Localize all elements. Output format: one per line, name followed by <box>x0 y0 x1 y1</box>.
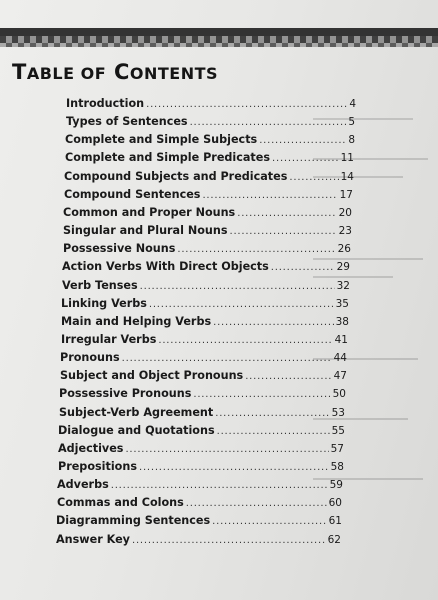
toc-entry-title: Action Verbs With Direct Objects <box>62 260 269 273</box>
toc-entry-title: Adverbs <box>57 478 109 491</box>
toc-entry-title: Possessive Nouns <box>63 242 176 255</box>
toc-entry-title: Introduction <box>66 97 145 110</box>
toc-entry-title: Complete and Simple Subjects <box>65 133 258 146</box>
toc-entry <box>57 496 342 516</box>
toc-entry-title: Common and Proper Nouns <box>63 206 236 219</box>
header-bar <box>0 28 438 36</box>
toc-dot-leader <box>272 153 339 164</box>
toc-entry <box>66 97 356 117</box>
toc-entry-page-number: 62 <box>327 534 341 546</box>
toc-entry <box>58 460 344 480</box>
toc-entry-title: Prepositions <box>58 460 137 473</box>
toc-entry-title: Commas and Colons <box>57 496 184 509</box>
toc-entry-page-number: 11 <box>340 152 354 164</box>
toc-entry-page-number: 20 <box>338 207 352 219</box>
toc-entry-title: Possessive Pronouns <box>59 387 192 400</box>
toc-entry-page-number: 61 <box>328 515 342 527</box>
toc-dot-leader <box>140 281 335 292</box>
toc-entry-title: Diagramming Sentences <box>56 514 211 527</box>
toc-dot-leader <box>125 444 328 455</box>
toc-entry-title: Compound Subjects and Predicates <box>64 170 288 183</box>
toc-entry <box>63 242 351 262</box>
toc-entry-page-number: 29 <box>336 261 350 273</box>
toc-dot-leader <box>149 299 334 310</box>
toc-entry-page-number: 38 <box>335 316 349 328</box>
toc-entry-page-number: 60 <box>328 497 342 509</box>
toc-entry <box>59 406 345 426</box>
toc-entry-page-number: 41 <box>334 334 348 346</box>
toc-entry-page-number: 23 <box>338 225 352 237</box>
toc-dot-leader <box>229 226 336 237</box>
toc-dot-leader <box>146 99 347 110</box>
toc-entry <box>65 151 354 171</box>
toc-entry-page-number: 32 <box>336 280 350 292</box>
toc-dot-leader <box>177 244 335 255</box>
toc-entry <box>58 442 344 462</box>
toc-entry <box>62 279 350 299</box>
toc-entry <box>56 533 341 553</box>
toc-entry-title: Adjectives <box>58 442 124 455</box>
toc-entry <box>64 170 354 190</box>
toc-dot-leader <box>217 426 330 437</box>
toc-dot-leader <box>132 535 326 546</box>
toc-entry <box>63 224 352 244</box>
toc-dot-leader <box>215 408 329 419</box>
toc-entry-title: Pronouns <box>60 351 120 364</box>
toc-entry-title: Dialogue and Quotations <box>58 424 215 437</box>
decorative-checker-strip-lower <box>0 43 438 47</box>
toc-entry-page-number: 53 <box>331 407 345 419</box>
toc-dot-leader <box>245 371 331 382</box>
toc-entry-page-number: 14 <box>340 171 354 183</box>
toc-entry <box>61 333 348 353</box>
page-title: TABLE OF CONTENTS <box>12 60 219 84</box>
toc-dot-leader <box>122 353 332 364</box>
toc-entry <box>66 115 355 135</box>
toc-entry-title: Types of Sentences <box>66 115 188 128</box>
toc-dot-leader <box>190 117 347 128</box>
toc-dot-leader <box>158 335 332 346</box>
toc-entry <box>61 315 349 335</box>
toc-dot-leader <box>193 389 330 400</box>
toc-entry-page-number: 50 <box>332 388 346 400</box>
toc-entry-page-number: 59 <box>329 479 343 491</box>
toc-entry <box>62 260 350 280</box>
toc-entry <box>65 133 355 153</box>
toc-entry-title: Subject-Verb Agreement <box>59 406 214 419</box>
toc-entry <box>59 387 346 407</box>
toc-entry <box>63 206 352 226</box>
toc-entry-page-number: 8 <box>348 134 355 146</box>
toc-dot-leader <box>259 135 346 146</box>
toc-dot-leader <box>213 317 334 328</box>
toc-entry-page-number: 26 <box>337 243 351 255</box>
toc-entry <box>61 297 349 317</box>
toc-entry <box>60 369 347 389</box>
toc-entry-title: Linking Verbs <box>61 297 147 310</box>
toc-dot-leader <box>289 172 338 183</box>
toc-entry-title: Irregular Verbs <box>61 333 157 346</box>
toc-entry <box>64 188 353 208</box>
toc-entry-page-number: 44 <box>333 352 347 364</box>
toc-entry-title: Compound Sentences <box>64 188 201 201</box>
toc-entry-page-number: 57 <box>330 443 344 455</box>
toc-entry-page-number: 47 <box>333 370 347 382</box>
toc-dot-leader <box>186 498 327 509</box>
toc-entry-page-number: 17 <box>339 189 353 201</box>
toc-dot-leader <box>237 208 336 219</box>
toc-entry-page-number: 5 <box>348 116 355 128</box>
toc-entry <box>57 478 343 498</box>
toc-entry-title: Complete and Simple Predicates <box>65 151 271 164</box>
toc-dot-leader <box>111 480 328 491</box>
toc-dot-leader <box>271 262 335 273</box>
decorative-checker-strip <box>0 36 438 43</box>
toc-dot-leader <box>139 462 329 473</box>
toc-entry-page-number: 55 <box>331 425 345 437</box>
toc-entry <box>58 424 345 444</box>
toc-entry-title: Main and Helping Verbs <box>61 315 212 328</box>
toc-entry-page-number: 4 <box>349 98 356 110</box>
toc-entry-page-number: 58 <box>330 461 344 473</box>
toc-entry-page-number: 35 <box>335 298 349 310</box>
toc-entry-title: Singular and Plural Nouns <box>63 224 228 237</box>
toc-entry-title: Answer Key <box>56 533 130 546</box>
toc-dot-leader <box>212 516 326 527</box>
toc-entry-title: Verb Tenses <box>62 279 138 292</box>
toc-dot-leader <box>202 190 337 201</box>
toc-entry <box>60 351 347 371</box>
toc-entry-title: Subject and Object Pronouns <box>60 369 244 382</box>
toc-entry <box>56 514 342 534</box>
